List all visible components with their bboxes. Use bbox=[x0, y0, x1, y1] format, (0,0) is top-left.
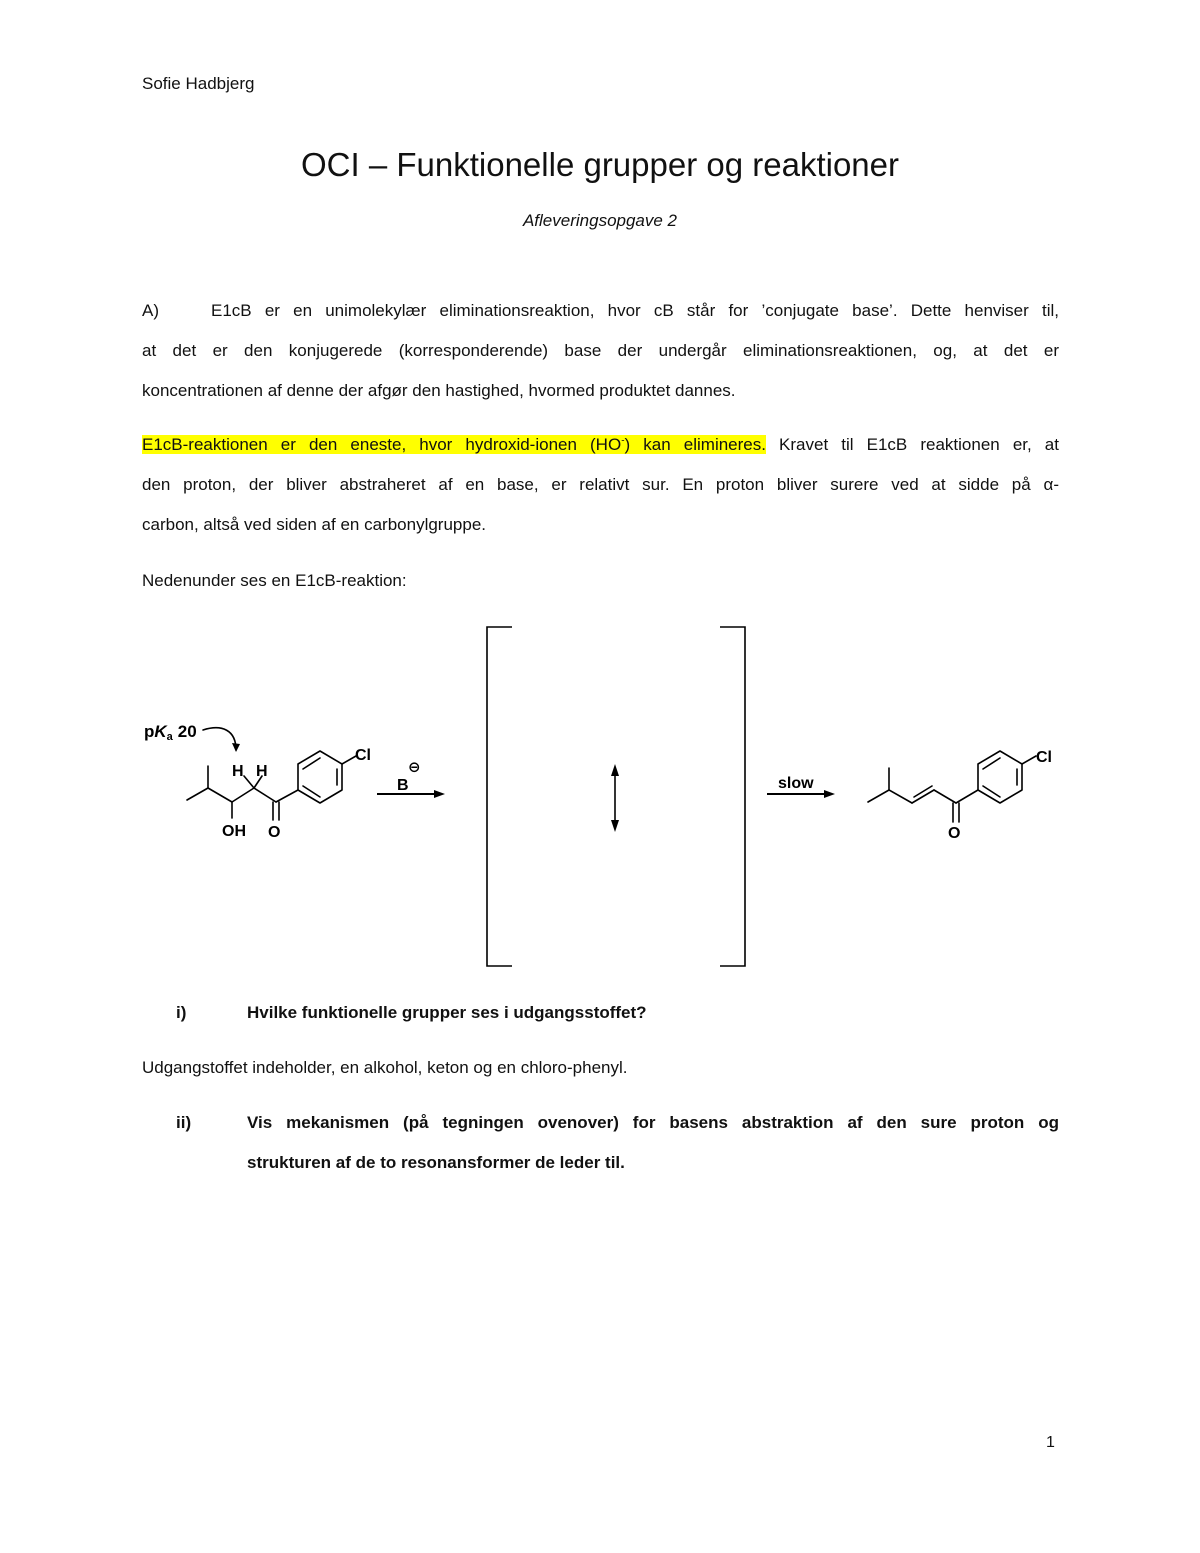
question-ii-line-2: strukturen af de to resonansformer de leder til. bbox=[247, 1153, 625, 1172]
scheme-intro: Nedenunder ses en E1cB-reaktion: bbox=[142, 571, 407, 590]
chain-bond-1 bbox=[208, 788, 232, 802]
para2-line-2: den proton, der bliver abstraheret af en base, er relativt sur. En proton bliver surere ved at sidde på α- bbox=[142, 475, 1059, 494]
methyl-bond-left bbox=[187, 788, 208, 800]
section-a-line-1: E1cB er en unimolekylær eliminationsreaktion, hvor cB står for ’conjugate base’. Dette henviser til, bbox=[211, 301, 1059, 320]
chain-bond-3 bbox=[254, 788, 276, 802]
cl-label-2: Cl bbox=[1036, 749, 1052, 766]
page-subtitle: Afleveringsopgave 2 bbox=[522, 211, 678, 230]
bracket-right bbox=[720, 627, 745, 966]
product-chain-1 bbox=[889, 790, 912, 803]
product-alkene-b bbox=[914, 786, 932, 797]
page-number: 1 bbox=[1046, 1434, 1055, 1451]
answer-i: Udgangstoffet indeholder, en alkohol, keton og en chloro-phenyl. bbox=[142, 1058, 628, 1077]
oxygen-label-1: O bbox=[268, 824, 281, 841]
chain-bond-2 bbox=[232, 788, 254, 802]
section-a-label: A) bbox=[142, 301, 159, 320]
pka-label: pKa 20 bbox=[144, 722, 197, 743]
page-title: OCI – Funktionelle grupper og reaktioner bbox=[301, 146, 899, 183]
base-charge: ⊖ bbox=[408, 759, 421, 776]
pka-curved-arrow bbox=[203, 728, 236, 750]
base-label: B bbox=[397, 777, 409, 794]
section-a-line-3: koncentrationen af denne der afgør den hastighed, hvormed produktet dannes. bbox=[142, 381, 736, 400]
resonance-arrowhead-up bbox=[611, 764, 619, 776]
product-ring-link bbox=[956, 790, 978, 803]
reaction-scheme bbox=[0, 600, 1200, 980]
question-ii-line-1: Vis mekanismen (på tegningen ovenover) for basens abstraktion af den sure proton og bbox=[247, 1113, 1059, 1132]
ring-link-1 bbox=[276, 790, 298, 802]
section-a-line-2: at det er den konjugerede (korresponderende) base der undergår eliminationsreaktionen, og, at det er bbox=[142, 341, 1059, 360]
h-label-1: H bbox=[232, 763, 244, 780]
highlighted-sentence: E1cB-reaktionen er den eneste, hvor hydroxid-ionen (HO-) kan elimineres. bbox=[142, 435, 766, 454]
para2-line-1 bbox=[142, 425, 1059, 465]
cl-bond-2 bbox=[1022, 756, 1036, 764]
h-bond-1 bbox=[244, 776, 254, 788]
question-i-text: Hvilke funktionelle grupper ses i udgangsstoffet? bbox=[247, 1003, 647, 1022]
author-header: Sofie Hadbjerg bbox=[142, 74, 255, 93]
h-label-2: H bbox=[256, 763, 268, 780]
reaction-arrowhead-2 bbox=[824, 790, 835, 798]
bracket-left bbox=[487, 627, 512, 966]
para2-rest: Kravet til E1cB reaktionen er, at bbox=[765, 435, 1059, 454]
oh-label: OH bbox=[222, 823, 246, 840]
resonance-arrowhead-down bbox=[611, 820, 619, 832]
para2-line-3: carbon, altså ved siden af en carbonylgruppe. bbox=[142, 515, 487, 534]
question-ii-label: ii) bbox=[176, 1113, 192, 1132]
product-chain-2 bbox=[934, 790, 956, 803]
cl-label-1: Cl bbox=[355, 747, 371, 764]
cl-bond-1 bbox=[342, 756, 356, 764]
question-i-label: i) bbox=[176, 1003, 187, 1022]
oxygen-label-2: O bbox=[948, 825, 961, 842]
pka-arrowhead bbox=[232, 743, 240, 752]
reaction-arrowhead-1 bbox=[434, 790, 445, 798]
slow-label: slow bbox=[778, 775, 814, 792]
product-methyl-left bbox=[868, 790, 889, 802]
